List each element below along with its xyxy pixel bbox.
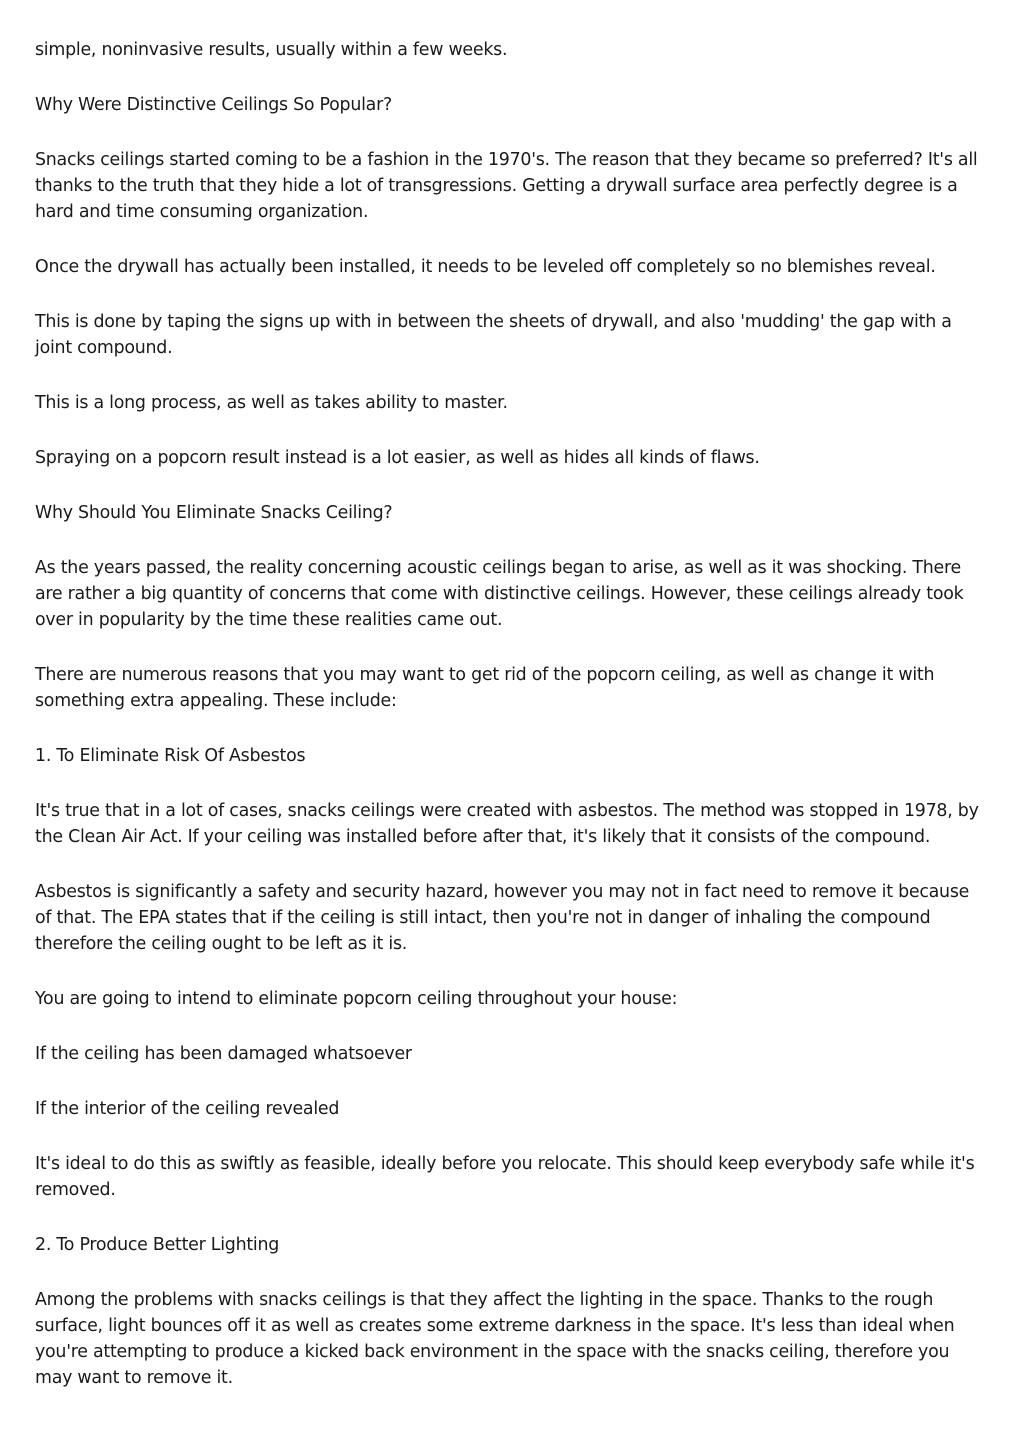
paragraph-swiftly: It's ideal to do this as swiftly as feasible, ideally before you relocate. This should keep everybody safe while it's removed.: [35, 1154, 975, 1200]
paragraph-intro-tail: simple, noninvasive results, usually within a few weeks.: [35, 40, 508, 60]
paragraph-lighting-problems: Among the problems with snacks ceilings is that they affect the lighting in the space. Thanks to the rough surface, light bounces off it as well as creates some extreme darkness in the space. It's less than ideal when you're attempting to produce a kicked back environment in the space with the snacks ceiling, therefore you may want to remove it.: [35, 1290, 955, 1388]
heading-asbestos: 1. To Eliminate Risk Of Asbestos: [35, 746, 306, 766]
paragraph-taping: This is done by taping the signs up with in between the sheets of drywall, and also 'mudding' the gap with a joint compound.: [35, 312, 952, 358]
paragraph-reality-acoustic: As the years passed, the reality concerning acoustic ceilings began to arise, as well as it was shocking. There are rather a big quantity of concerns that come with distinctive ceilings. However, these ceilings already took over in popularity by the time these realities came out.: [35, 558, 964, 630]
heading-why-popular: Why Were Distinctive Ceilings So Popular?: [35, 95, 392, 115]
paragraph-intend-eliminate: You are going to intend to eliminate popcorn ceiling throughout your house:: [35, 989, 678, 1009]
paragraph-numerous-reasons: There are numerous reasons that you may want to get rid of the popcorn ceiling, as well as change it with something extra appealing. These include:: [35, 665, 935, 711]
document-page: [35, 37, 987, 1420]
paragraph-asbestos-cases: It's true that in a lot of cases, snacks ceilings were created with asbestos. The method was stopped in 1978, by the Clean Air Act. If your ceiling was installed before after that, it's likely that it consists of the compound.: [35, 801, 979, 847]
paragraph-spraying: Spraying on a popcorn result instead is a lot easier, as well as hides all kinds of flaws.: [35, 448, 760, 468]
heading-why-eliminate: Why Should You Eliminate Snacks Ceiling?: [35, 503, 393, 523]
list-item-damaged: If the ceiling has been damaged whatsoever: [35, 1044, 412, 1064]
paragraph-asbestos-hazard: Asbestos is significantly a safety and security hazard, however you may not in fact need to remove it because of that. The EPA states that if the ceiling is still intact, then you're not in danger of inhaling the compound therefore the ceiling ought to be left as it is.: [35, 882, 970, 954]
heading-better-lighting: 2. To Produce Better Lighting: [35, 1235, 280, 1255]
paragraph-long-process: This is a long process, as well as takes ability to master.: [35, 393, 508, 413]
list-item-interior-revealed: If the interior of the ceiling revealed: [35, 1099, 340, 1119]
paragraph-fashion-1970s: Snacks ceilings started coming to be a fashion in the 1970's. The reason that they became so preferred? It's all thanks to the truth that they hide a lot of transgressions. Getting a drywall surface area perfectly degree is a hard and time consuming organization.: [35, 150, 978, 222]
paragraph-drywall-leveled: Once the drywall has actually been installed, it needs to be leveled off completely so no blemishes reveal.: [35, 257, 936, 277]
